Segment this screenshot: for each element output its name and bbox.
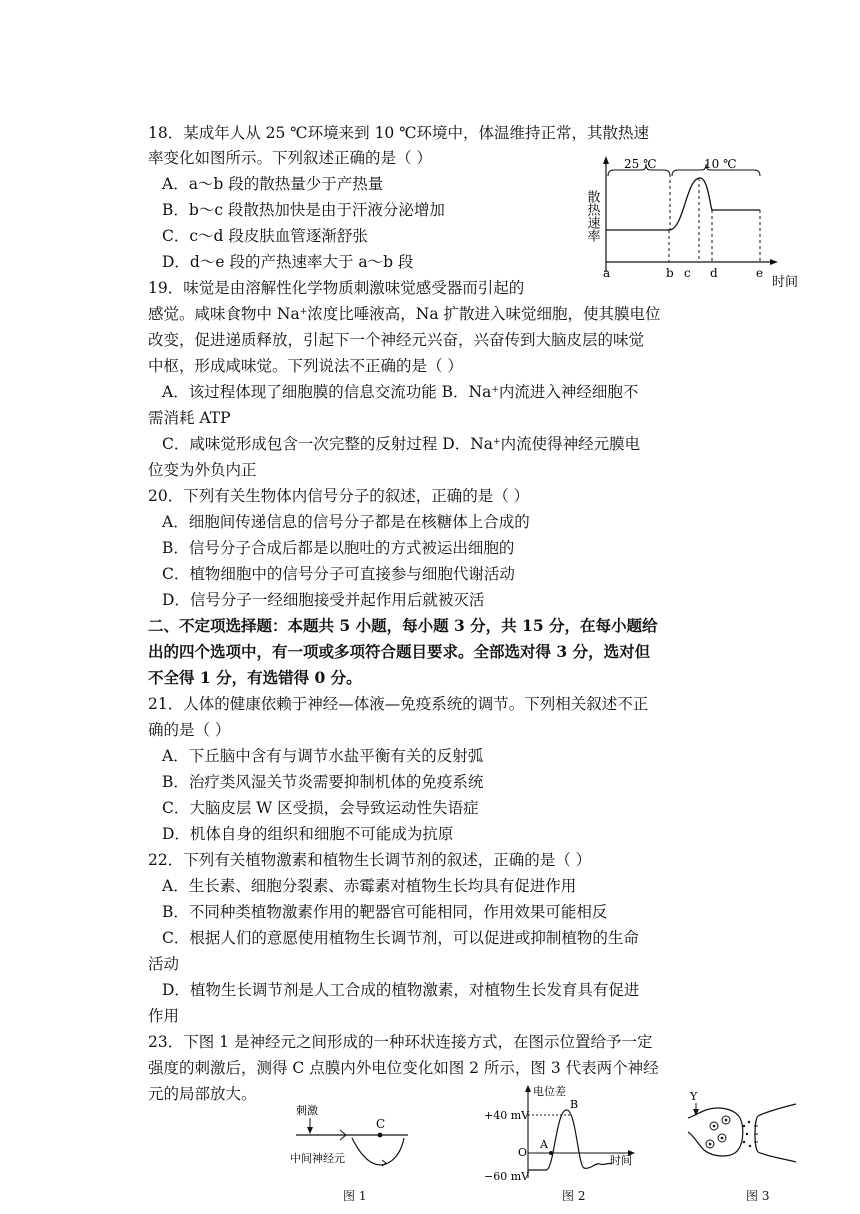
tick-c: c <box>684 266 691 280</box>
ylabel: 散热速率 <box>584 190 600 242</box>
q19-text: A．该过程体现了细胞膜的信息交流功能 B．Na <box>162 383 492 401</box>
q19-stem: 19．味觉是由溶解性化学物质刺激味觉感受器而引起的 <box>148 279 525 297</box>
rate-curve <box>606 178 760 230</box>
section2-heading: 二、不定项选择题：本题共 5 小题，每小题 3 分，共 15 分，在每小题给 <box>148 616 658 635</box>
na-plus-sup: + <box>493 437 501 447</box>
q18-option-d: D．d～e 段的产热速率大于 a～b 段 <box>162 253 414 271</box>
tick-b: b <box>666 266 674 280</box>
q19-stem-2 <box>148 304 661 324</box>
xlabel: 时间 <box>610 1154 632 1167</box>
q23-stem-2: 强度的刺激后，测得 C 点膜内外电位变化如图 2 所示，图 3 代表两个神经 <box>148 1059 659 1077</box>
ylabel: 电位差 <box>533 1085 566 1098</box>
q22-stem: 22．下列有关植物激素和植物生长调节剂的叙述，正确的是（ ） <box>148 851 592 869</box>
q19-text: C．咸味觉形成包含一次完整的反射过程 D．Na <box>162 435 494 453</box>
q22-option-b: B．不同种类植物激素作用的靶器官可能相同，作用效果可能相反 <box>162 903 608 921</box>
q22-option-c-2: 活动 <box>148 955 180 973</box>
q22-option-d-2: 作用 <box>148 1007 180 1025</box>
q18-stem: 18．某成年人从 25 ℃环境来到 10 ℃环境中，体温维持正常，其散热速 <box>148 124 650 142</box>
q22-option-a: A．生长素、细胞分裂素、赤霉素对植物生长均具有促进作用 <box>162 877 577 895</box>
na-plus-sup: + <box>299 307 308 317</box>
tick-e: e <box>756 266 764 280</box>
label-m60: −60 mV <box>484 1170 530 1182</box>
q18-option-b: B．b～c 段散热加快是由于汗液分泌增加 <box>162 201 445 219</box>
q20-option-a: A．细胞间传递信息的信号分子都是在核糖体上合成的 <box>162 513 530 531</box>
figure-2-caption: 图 2 <box>562 1189 586 1203</box>
q18-option-c: C．c～d 段皮肤血管逐渐舒张 <box>162 227 368 245</box>
tick-a: a <box>603 266 611 280</box>
q21-option-c: C．大脑皮层 W 区受损，会导致运动性失语症 <box>162 799 479 817</box>
q23-stem: 23．下图 1 是神经元之间形成的一种环状连接方式，在图示位置给予一定 <box>148 1033 653 1051</box>
q22-option-c: C．根据人们的意愿使用植物生长调节剂，可以促进或抑制植物的生命 <box>162 929 639 947</box>
figure-2-potential-graph <box>480 1082 650 1182</box>
figure-3-caption: 图 3 <box>746 1189 770 1203</box>
q23-stem-3: 元的局部放大。 <box>148 1085 257 1103</box>
section2-heading-3: 不全得 1 分，有选错得 0 分。 <box>148 668 362 687</box>
band-25c: 25 ℃ <box>624 157 657 171</box>
q19-stem-3: 改变，促进递质释放，引起下一个神经元兴奋，兴奋传到大脑皮层的味觉 <box>148 331 645 349</box>
q19-text: 内流使得神经元膜电 <box>500 435 641 453</box>
interneuron-label: 中间神经元 <box>290 1152 345 1165</box>
na-plus-sup: + <box>491 385 499 395</box>
xlabel: 时间 <box>772 275 799 290</box>
q19-option-cd <box>162 434 640 454</box>
q21-option-d: D．机体自身的组织和细胞不可能成为抗原 <box>162 825 454 843</box>
section2-heading-2: 出的四个选项中，有一项或多项符合题目要求。全部选对得 3 分，选对但 <box>148 642 651 661</box>
q18-option-a: A．a～b 段的散热量少于产热量 <box>162 175 384 193</box>
q20-option-b: B．信号分子合成后都是以胞吐的方式被运出细胞的 <box>162 539 515 557</box>
q19-text: 内流进入神经细胞不 <box>498 383 639 401</box>
figure-3-synapse <box>684 1086 800 1176</box>
q19-stem-4: 中枢，形成咸味觉。下列说法不正确的是（ ） <box>148 357 463 375</box>
q21-option-b: B．治疗类风湿关节炎需要抑制机体的免疫系统 <box>162 773 484 791</box>
figure-1-neuron-ring <box>288 1100 418 1180</box>
point-c: C <box>376 1117 386 1131</box>
q19-option-ab-2: 需消耗 ATP <box>148 409 231 427</box>
q21-stem-2: 确的是（ ） <box>148 721 231 739</box>
q22-option-d: D．植物生长调节剂是人工合成的植物激素，对植物生长发育具有促进 <box>162 981 640 999</box>
point-a: A <box>540 1138 548 1151</box>
tick-d: d <box>710 266 718 280</box>
q18-stem-2: 率变化如图所示。下列叙述正确的是（ ） <box>148 149 432 167</box>
q21-option-a: A．下丘脑中含有与调节水盐平衡有关的反射弧 <box>162 747 484 765</box>
q19-text: 感觉。咸味食物中 Na <box>148 305 300 323</box>
q19-text: 浓度比唾液高，Na 扩散进入味觉细胞，使其膜电位 <box>307 305 661 323</box>
label-p40: +40 mV <box>484 1109 530 1122</box>
q21-stem: 21．人体的健康依赖于神经—体液—免疫系统的调节。下列相关叙述不正 <box>148 695 649 713</box>
q20-option-c: C．植物细胞中的信号分子可直接参与细胞代谢活动 <box>162 565 515 583</box>
q19-option-cd-2: 位变为外负内正 <box>148 461 257 479</box>
label-y: Y <box>690 1090 698 1103</box>
q20-option-d: D．信号分子一经细胞接受并起作用后就被灭活 <box>162 591 485 609</box>
heat-dissipation-graph <box>572 150 812 292</box>
stim-label: 刺激 <box>296 1104 318 1117</box>
band-10c: 10 ℃ <box>704 157 737 171</box>
origin: O <box>518 1146 528 1159</box>
q20-stem: 20．下列有关生物体内信号分子的叙述，正确的是（ ） <box>148 487 530 505</box>
figure-1-caption: 图 1 <box>343 1189 367 1203</box>
point-b: B <box>570 1098 579 1111</box>
q19-option-ab <box>162 382 638 402</box>
